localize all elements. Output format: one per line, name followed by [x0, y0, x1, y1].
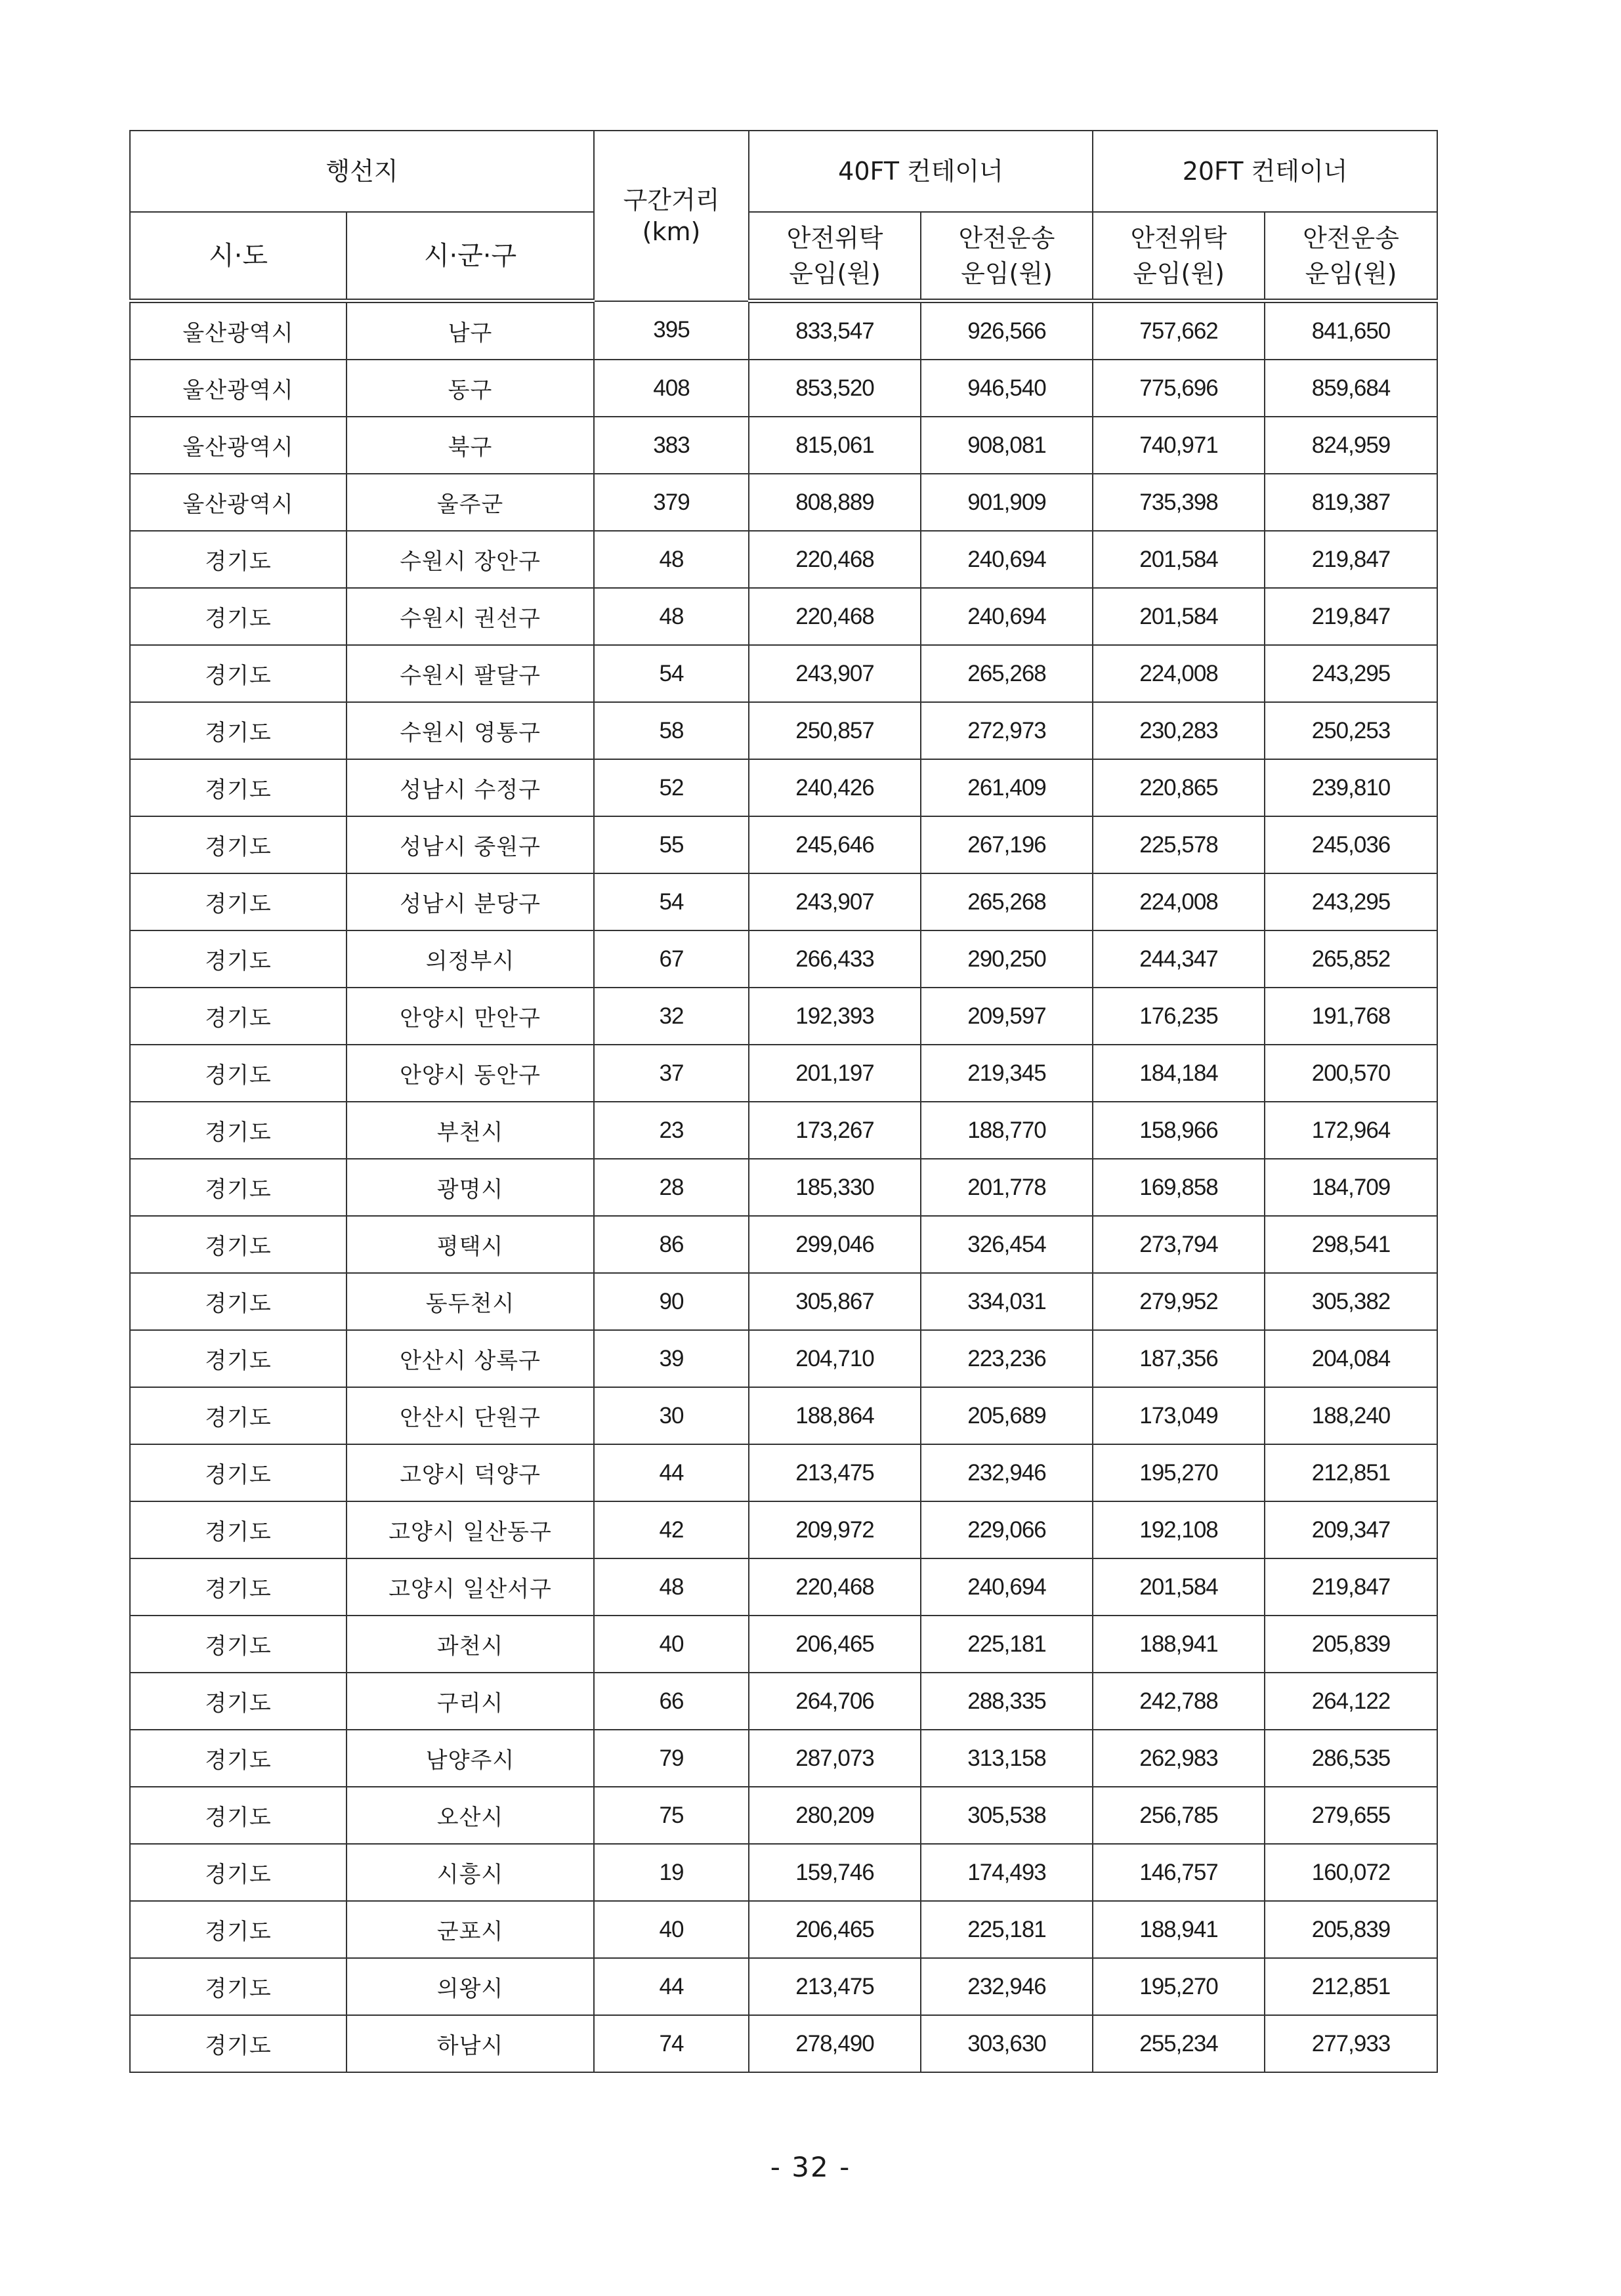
- table-row: [130, 1730, 1437, 1787]
- transport-rate-40ft-label: 안전운송 운임(원): [958, 223, 1055, 288]
- consign-rate-20ft-cell: 158,966: [1093, 1102, 1265, 1159]
- distance-header: [594, 131, 749, 301]
- table-row: [130, 1102, 1437, 1159]
- table-row: [130, 2015, 1437, 2072]
- transport-rate-20ft-cell: 243,295: [1265, 645, 1437, 702]
- transport-rate-20ft-cell: 212,851: [1265, 1958, 1437, 2015]
- table-row: [130, 1901, 1437, 1958]
- consign-rate-20ft-cell: 220,865: [1093, 759, 1265, 816]
- consign-rate-40ft-label: 안전위탁 운임(원): [786, 223, 883, 288]
- transport-rate-20ft-header: [1265, 212, 1437, 301]
- distance-cell: 32: [594, 988, 749, 1045]
- table-row: [130, 1216, 1437, 1273]
- district-cell: 의정부시: [347, 930, 594, 988]
- consign-rate-20ft-cell: 201,584: [1093, 588, 1265, 645]
- transport-rate-40ft-cell: 267,196: [921, 816, 1093, 873]
- transport-rate-40ft-cell: 232,946: [921, 1444, 1093, 1501]
- transport-rate-40ft-cell: 225,181: [921, 1901, 1093, 1958]
- province-cell: 경기도: [130, 1616, 347, 1673]
- consign-rate-20ft-cell: 256,785: [1093, 1787, 1265, 1844]
- transport-rate-20ft-cell: 245,036: [1265, 816, 1437, 873]
- transport-rate-40ft-cell: 205,689: [921, 1387, 1093, 1444]
- consign-rate-40ft-cell: 305,867: [749, 1273, 921, 1330]
- transport-rate-20ft-label: 안전운송 운임(원): [1303, 223, 1399, 288]
- consign-rate-40ft-cell: 188,864: [749, 1387, 921, 1444]
- consign-rate-20ft-cell: 201,584: [1093, 531, 1265, 588]
- consign-rate-40ft-cell: 220,468: [749, 1558, 921, 1616]
- consign-rate-40ft-cell: 213,475: [749, 1958, 921, 2015]
- consign-rate-20ft-cell: 184,184: [1093, 1045, 1265, 1102]
- province-cell: 경기도: [130, 1958, 347, 2015]
- table-row: [130, 360, 1437, 417]
- district-cell: 고양시 덕양구: [347, 1444, 594, 1501]
- consign-rate-40ft-cell: 299,046: [749, 1216, 921, 1273]
- province-cell: 경기도: [130, 1159, 347, 1216]
- table-row: [130, 988, 1437, 1045]
- table-row: [130, 1673, 1437, 1730]
- table-row: [130, 1558, 1437, 1616]
- distance-cell: 383: [594, 417, 749, 474]
- district-cell: 북구: [347, 417, 594, 474]
- consign-rate-40ft-cell: 206,465: [749, 1901, 921, 1958]
- distance-cell: 44: [594, 1444, 749, 1501]
- consign-rate-40ft-cell: 287,073: [749, 1730, 921, 1787]
- table-row: [130, 1958, 1437, 2015]
- transport-rate-40ft-cell: 305,538: [921, 1787, 1093, 1844]
- district-cell: 의왕시: [347, 1958, 594, 2015]
- distance-cell: 37: [594, 1045, 749, 1102]
- consign-rate-20ft-cell: 262,983: [1093, 1730, 1265, 1787]
- transport-rate-40ft-cell: 908,081: [921, 417, 1093, 474]
- transport-rate-40ft-cell: 219,345: [921, 1045, 1093, 1102]
- district-cell: 구리시: [347, 1673, 594, 1730]
- distance-cell: 40: [594, 1616, 749, 1673]
- transport-rate-40ft-cell: 240,694: [921, 531, 1093, 588]
- consign-rate-20ft-cell: 173,049: [1093, 1387, 1265, 1444]
- consign-rate-20ft-cell: 225,578: [1093, 816, 1265, 873]
- distance-cell: 379: [594, 474, 749, 531]
- consign-rate-40ft-cell: 853,520: [749, 360, 921, 417]
- province-cell: 경기도: [130, 1273, 347, 1330]
- distance-cell: 48: [594, 531, 749, 588]
- table-row: [130, 1844, 1437, 1901]
- distance-cell: 408: [594, 360, 749, 417]
- transport-rate-40ft-cell: 926,566: [921, 301, 1093, 360]
- province-cell: 경기도: [130, 1216, 347, 1273]
- distance-cell: 39: [594, 1330, 749, 1387]
- district-cell: 고양시 일산서구: [347, 1558, 594, 1616]
- province-cell: 경기도: [130, 1045, 347, 1102]
- district-cell: 수원시 권선구: [347, 588, 594, 645]
- province-cell: 경기도: [130, 930, 347, 988]
- district-cell: 성남시 수정구: [347, 759, 594, 816]
- table-row: [130, 930, 1437, 988]
- table-row: [130, 531, 1437, 588]
- consign-rate-20ft-header: [1093, 212, 1265, 301]
- transport-rate-40ft-cell: 188,770: [921, 1102, 1093, 1159]
- province-cell: 경기도: [130, 1444, 347, 1501]
- container-20ft-header: 20FT 컨테이너: [1093, 131, 1437, 212]
- consign-rate-20ft-cell: 169,858: [1093, 1159, 1265, 1216]
- transport-rate-40ft-cell: 901,909: [921, 474, 1093, 531]
- distance-cell: 66: [594, 1673, 749, 1730]
- distance-cell: 48: [594, 1558, 749, 1616]
- consign-rate-20ft-cell: 244,347: [1093, 930, 1265, 988]
- table-row: [130, 1159, 1437, 1216]
- transport-rate-20ft-cell: 264,122: [1265, 1673, 1437, 1730]
- distance-cell: 44: [594, 1958, 749, 2015]
- table-row: [130, 1787, 1437, 1844]
- distance-cell: 28: [594, 1159, 749, 1216]
- transport-rate-40ft-cell: 303,630: [921, 2015, 1093, 2072]
- district-cell: 안산시 단원구: [347, 1387, 594, 1444]
- district-cell: 안산시 상록구: [347, 1330, 594, 1387]
- consign-rate-40ft-cell: 206,465: [749, 1616, 921, 1673]
- transport-rate-20ft-cell: 239,810: [1265, 759, 1437, 816]
- table-row: [130, 474, 1437, 531]
- consign-rate-40ft-cell: 266,433: [749, 930, 921, 988]
- district-cell: 안양시 동안구: [347, 1045, 594, 1102]
- transport-rate-40ft-cell: 240,694: [921, 1558, 1093, 1616]
- consign-rate-20ft-cell: 188,941: [1093, 1901, 1265, 1958]
- distance-cell: 90: [594, 1273, 749, 1330]
- province-cell: 경기도: [130, 588, 347, 645]
- consign-rate-20ft-cell: 224,008: [1093, 645, 1265, 702]
- freight-rate-table: [129, 130, 1438, 2073]
- district-cell: 동구: [347, 360, 594, 417]
- transport-rate-20ft-cell: 200,570: [1265, 1045, 1437, 1102]
- consign-rate-20ft-cell: 757,662: [1093, 301, 1265, 360]
- consign-rate-40ft-cell: 278,490: [749, 2015, 921, 2072]
- consign-rate-40ft-cell: 243,907: [749, 873, 921, 930]
- transport-rate-40ft-cell: 334,031: [921, 1273, 1093, 1330]
- transport-rate-20ft-cell: 286,535: [1265, 1730, 1437, 1787]
- distance-cell: 54: [594, 645, 749, 702]
- province-cell: 경기도: [130, 1787, 347, 1844]
- table-header: [130, 131, 1437, 301]
- consign-rate-20ft-cell: 176,235: [1093, 988, 1265, 1045]
- transport-rate-20ft-cell: 160,072: [1265, 1844, 1437, 1901]
- district-cell: 평택시: [347, 1216, 594, 1273]
- consign-rate-40ft-cell: 159,746: [749, 1844, 921, 1901]
- consign-rate-40ft-cell: 833,547: [749, 301, 921, 360]
- district-cell: 동두천시: [347, 1273, 594, 1330]
- province-cell: 경기도: [130, 1330, 347, 1387]
- consign-rate-40ft-cell: 808,889: [749, 474, 921, 531]
- consign-rate-40ft-cell: 245,646: [749, 816, 921, 873]
- table-row: [130, 1330, 1437, 1387]
- transport-rate-20ft-cell: 277,933: [1265, 2015, 1437, 2072]
- consign-rate-20ft-cell: 255,234: [1093, 2015, 1265, 2072]
- consign-rate-40ft-cell: 243,907: [749, 645, 921, 702]
- table-row: [130, 1387, 1437, 1444]
- province-cell: 경기도: [130, 1102, 347, 1159]
- consign-rate-20ft-label: 안전위탁 운임(원): [1130, 223, 1227, 288]
- consign-rate-40ft-cell: 240,426: [749, 759, 921, 816]
- transport-rate-20ft-cell: 219,847: [1265, 588, 1437, 645]
- consign-rate-40ft-cell: 220,468: [749, 531, 921, 588]
- consign-rate-20ft-cell: 273,794: [1093, 1216, 1265, 1273]
- consign-rate-20ft-cell: 201,584: [1093, 1558, 1265, 1616]
- table-row: [130, 1444, 1437, 1501]
- consign-rate-20ft-cell: 224,008: [1093, 873, 1265, 930]
- transport-rate-20ft-cell: 184,709: [1265, 1159, 1437, 1216]
- province-cell: 경기도: [130, 1844, 347, 1901]
- consign-rate-40ft-cell: 201,197: [749, 1045, 921, 1102]
- distance-cell: 86: [594, 1216, 749, 1273]
- district-cell: 수원시 장안구: [347, 531, 594, 588]
- distance-cell: 75: [594, 1787, 749, 1844]
- table-body: [130, 301, 1437, 2073]
- table-row: [130, 645, 1437, 702]
- transport-rate-20ft-cell: 205,839: [1265, 1901, 1437, 1958]
- province-cell: 경기도: [130, 816, 347, 873]
- transport-rate-40ft-cell: 225,181: [921, 1616, 1093, 1673]
- transport-rate-40ft-cell: 240,694: [921, 588, 1093, 645]
- transport-rate-40ft-cell: 201,778: [921, 1159, 1093, 1216]
- table-row: [130, 588, 1437, 645]
- transport-rate-40ft-cell: 229,066: [921, 1501, 1093, 1558]
- transport-rate-20ft-cell: 219,847: [1265, 531, 1437, 588]
- transport-rate-20ft-cell: 191,768: [1265, 988, 1437, 1045]
- table-row: [130, 873, 1437, 930]
- distance-cell: 30: [594, 1387, 749, 1444]
- transport-rate-40ft-cell: 313,158: [921, 1730, 1093, 1787]
- province-cell: 경기도: [130, 531, 347, 588]
- consign-rate-40ft-header: [749, 212, 921, 301]
- distance-cell: 395: [594, 301, 749, 360]
- distance-cell: 58: [594, 702, 749, 759]
- distance-cell: 55: [594, 816, 749, 873]
- consign-rate-40ft-cell: 815,061: [749, 417, 921, 474]
- table-row: [130, 1273, 1437, 1330]
- consign-rate-40ft-cell: 250,857: [749, 702, 921, 759]
- distance-cell: 54: [594, 873, 749, 930]
- container-40ft-header: 40FT 컨테이너: [749, 131, 1093, 212]
- district-cell: 광명시: [347, 1159, 594, 1216]
- transport-rate-40ft-header: [921, 212, 1093, 301]
- transport-rate-20ft-cell: 172,964: [1265, 1102, 1437, 1159]
- consign-rate-40ft-cell: 264,706: [749, 1673, 921, 1730]
- province-cell: 경기도: [130, 1558, 347, 1616]
- district-cell: 군포시: [347, 1901, 594, 1958]
- consign-rate-40ft-cell: 209,972: [749, 1501, 921, 1558]
- table-row: [130, 301, 1437, 360]
- transport-rate-20ft-cell: 219,847: [1265, 1558, 1437, 1616]
- province-cell: 경기도: [130, 702, 347, 759]
- consign-rate-20ft-cell: 279,952: [1093, 1273, 1265, 1330]
- consign-rate-40ft-cell: 173,267: [749, 1102, 921, 1159]
- table-row: [130, 1501, 1437, 1558]
- consign-rate-20ft-cell: 188,941: [1093, 1616, 1265, 1673]
- distance-cell: 19: [594, 1844, 749, 1901]
- district-cell: 하남시: [347, 2015, 594, 2072]
- district-cell: 수원시 팔달구: [347, 645, 594, 702]
- transport-rate-40ft-cell: 209,597: [921, 988, 1093, 1045]
- transport-rate-20ft-cell: 265,852: [1265, 930, 1437, 988]
- transport-rate-20ft-cell: 209,347: [1265, 1501, 1437, 1558]
- consign-rate-20ft-cell: 242,788: [1093, 1673, 1265, 1730]
- destination-header: 행선지: [130, 131, 594, 212]
- transport-rate-40ft-cell: 174,493: [921, 1844, 1093, 1901]
- consign-rate-20ft-cell: 195,270: [1093, 1958, 1265, 2015]
- transport-rate-40ft-cell: 261,409: [921, 759, 1093, 816]
- consign-rate-40ft-cell: 280,209: [749, 1787, 921, 1844]
- distance-cell: 74: [594, 2015, 749, 2072]
- transport-rate-20ft-cell: 305,382: [1265, 1273, 1437, 1330]
- district-cell: 남구: [347, 301, 594, 360]
- transport-rate-20ft-cell: 298,541: [1265, 1216, 1437, 1273]
- page-number: - 32 -: [770, 2151, 851, 2183]
- province-cell: 울산광역시: [130, 417, 347, 474]
- district-cell: 부천시: [347, 1102, 594, 1159]
- province-cell: 경기도: [130, 1901, 347, 1958]
- transport-rate-40ft-cell: 265,268: [921, 645, 1093, 702]
- consign-rate-40ft-cell: 213,475: [749, 1444, 921, 1501]
- consign-rate-40ft-cell: 192,393: [749, 988, 921, 1045]
- province-cell: 울산광역시: [130, 301, 347, 360]
- province-cell: 경기도: [130, 645, 347, 702]
- transport-rate-40ft-cell: 326,454: [921, 1216, 1093, 1273]
- distance-cell: 42: [594, 1501, 749, 1558]
- consign-rate-20ft-cell: 195,270: [1093, 1444, 1265, 1501]
- transport-rate-20ft-cell: 212,851: [1265, 1444, 1437, 1501]
- table-row: [130, 417, 1437, 474]
- province-cell: 경기도: [130, 1673, 347, 1730]
- consign-rate-20ft-cell: 187,356: [1093, 1330, 1265, 1387]
- table-row: [130, 816, 1437, 873]
- transport-rate-20ft-cell: 204,084: [1265, 1330, 1437, 1387]
- district-cell: 성남시 중원구: [347, 816, 594, 873]
- district-cell: 과천시: [347, 1616, 594, 1673]
- transport-rate-20ft-cell: 819,387: [1265, 474, 1437, 531]
- consign-rate-40ft-cell: 220,468: [749, 588, 921, 645]
- consign-rate-20ft-cell: 192,108: [1093, 1501, 1265, 1558]
- district-cell: 오산시: [347, 1787, 594, 1844]
- transport-rate-20ft-cell: 841,650: [1265, 301, 1437, 360]
- distance-header-label: 구간거리 (km): [623, 185, 720, 246]
- province-cell: 경기도: [130, 873, 347, 930]
- province-cell: 경기도: [130, 759, 347, 816]
- distance-cell: 23: [594, 1102, 749, 1159]
- transport-rate-40ft-cell: 223,236: [921, 1330, 1093, 1387]
- district-cell: 성남시 분당구: [347, 873, 594, 930]
- province-cell: 경기도: [130, 2015, 347, 2072]
- distance-cell: 67: [594, 930, 749, 988]
- district-cell: 수원시 영통구: [347, 702, 594, 759]
- consign-rate-20ft-cell: 146,757: [1093, 1844, 1265, 1901]
- province-cell: 울산광역시: [130, 474, 347, 531]
- consign-rate-20ft-cell: 230,283: [1093, 702, 1265, 759]
- transport-rate-40ft-cell: 265,268: [921, 873, 1093, 930]
- distance-cell: 40: [594, 1901, 749, 1958]
- consign-rate-40ft-cell: 204,710: [749, 1330, 921, 1387]
- distance-cell: 48: [594, 588, 749, 645]
- table-row: [130, 759, 1437, 816]
- district-cell: 고양시 일산동구: [347, 1501, 594, 1558]
- consign-rate-20ft-cell: 735,398: [1093, 474, 1265, 531]
- distance-cell: 79: [594, 1730, 749, 1787]
- district-header: 시·군·구: [347, 212, 594, 301]
- province-cell: 경기도: [130, 988, 347, 1045]
- province-cell: 경기도: [130, 1730, 347, 1787]
- province-cell: 울산광역시: [130, 360, 347, 417]
- transport-rate-20ft-cell: 279,655: [1265, 1787, 1437, 1844]
- district-cell: 시흥시: [347, 1844, 594, 1901]
- transport-rate-20ft-cell: 205,839: [1265, 1616, 1437, 1673]
- transport-rate-40ft-cell: 290,250: [921, 930, 1093, 988]
- transport-rate-20ft-cell: 188,240: [1265, 1387, 1437, 1444]
- table-row: [130, 702, 1437, 759]
- transport-rate-20ft-cell: 859,684: [1265, 360, 1437, 417]
- transport-rate-40ft-cell: 232,946: [921, 1958, 1093, 2015]
- transport-rate-20ft-cell: 824,959: [1265, 417, 1437, 474]
- transport-rate-40ft-cell: 272,973: [921, 702, 1093, 759]
- table-row: [130, 1045, 1437, 1102]
- consign-rate-20ft-cell: 775,696: [1093, 360, 1265, 417]
- province-cell: 경기도: [130, 1387, 347, 1444]
- transport-rate-20ft-cell: 243,295: [1265, 873, 1437, 930]
- province-cell: 경기도: [130, 1501, 347, 1558]
- distance-cell: 52: [594, 759, 749, 816]
- transport-rate-40ft-cell: 946,540: [921, 360, 1093, 417]
- province-header: 시·도: [130, 212, 347, 301]
- transport-rate-20ft-cell: 250,253: [1265, 702, 1437, 759]
- consign-rate-20ft-cell: 740,971: [1093, 417, 1265, 474]
- consign-rate-40ft-cell: 185,330: [749, 1159, 921, 1216]
- table-row: [130, 1616, 1437, 1673]
- district-cell: 울주군: [347, 474, 594, 531]
- district-cell: 안양시 만안구: [347, 988, 594, 1045]
- transport-rate-40ft-cell: 288,335: [921, 1673, 1093, 1730]
- district-cell: 남양주시: [347, 1730, 594, 1787]
